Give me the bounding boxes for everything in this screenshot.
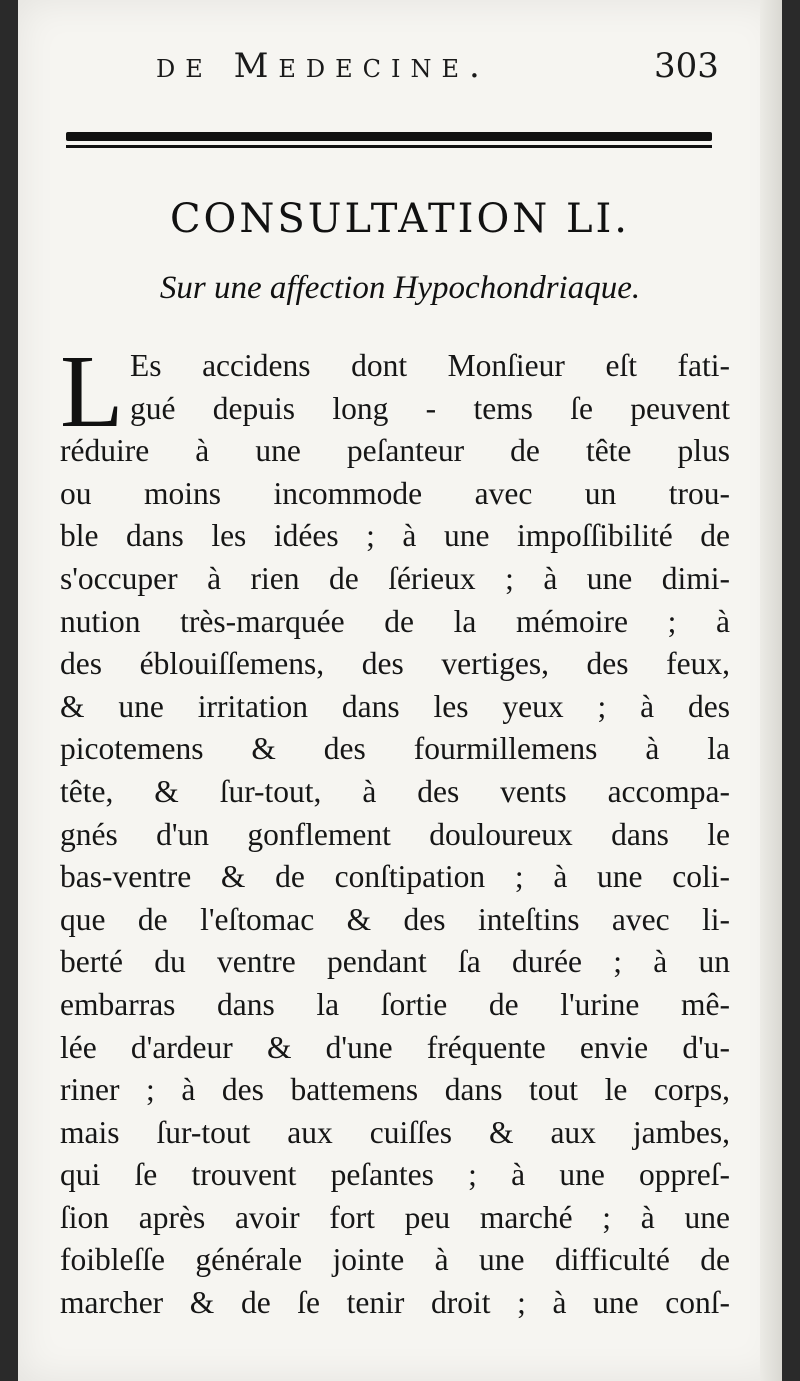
header-rule	[66, 132, 712, 152]
text-line: & une irritation dans les yeux ; à des	[60, 688, 730, 724]
text-line: embarras dans la ſortie de l'urine mê-	[60, 986, 730, 1022]
running-head	[18, 46, 782, 96]
text-line: qui ſe trouvent peſantes ; à une oppreſ-	[60, 1157, 730, 1193]
text-line: picotemens & des fourmillemens à la	[60, 731, 730, 767]
text-line: des éblouiſſemens, des vertiges, des feux,	[60, 646, 730, 682]
text-line: berté du ventre pendant ſa durée ; à un	[60, 944, 730, 980]
chapter-subtitle: Sur une affection Hypochondriaque.	[159, 270, 641, 306]
text-line: ble dans les idées ; à une impoſſibilité de	[60, 518, 730, 554]
text-line: riner ; à des battemens dans tout le corps,	[60, 1072, 730, 1108]
book-page	[18, 0, 782, 1381]
text-line: bas-ventre & de conſtipation ; à une coli-	[60, 859, 730, 895]
text-line: lée d'ardeur & d'une fréquente envie d'u-	[60, 1029, 730, 1065]
text-line: Es accidens dont Monſieur eſt fati-	[130, 348, 730, 383]
page-number: 303	[654, 46, 719, 86]
drop-cap: L	[60, 334, 124, 449]
text-line: gnés d'un gonflement douloureux dans le	[60, 816, 730, 852]
text-line: ou moins incommode avec un trou-	[60, 475, 730, 511]
running-title: de Medecine.	[156, 46, 490, 86]
body-text	[60, 334, 730, 1325]
text-line: ſion après avoir fort peu marché ; à une	[60, 1199, 730, 1235]
text-line: nution très-marquée de la mémoire ; à	[60, 603, 730, 639]
chapter-title: CONSULTATION LI.	[169, 196, 631, 242]
text-line: s'occuper à rien de ſérieux ; à une dimi-	[60, 560, 730, 596]
text-line: gué depuis long - tems ſe peuvent	[130, 390, 730, 426]
text-line: foibleſſe générale jointe à une difficulté de	[60, 1242, 730, 1278]
text-line: réduire à une peſanteur de tête plus	[60, 433, 730, 469]
text-line: tête, & ſur-tout, à des vents accompa-	[60, 773, 730, 809]
text-line: mais ſur-tout aux cuiſſes & aux jambes,	[60, 1114, 730, 1150]
rule-thick	[66, 132, 712, 141]
rule-thin	[66, 145, 712, 148]
text-line: marcher & de ſe tenir droit ; à une conſ-	[60, 1285, 730, 1321]
text-line: que de l'eſtomac & des inteſtins avec li-	[60, 901, 730, 937]
